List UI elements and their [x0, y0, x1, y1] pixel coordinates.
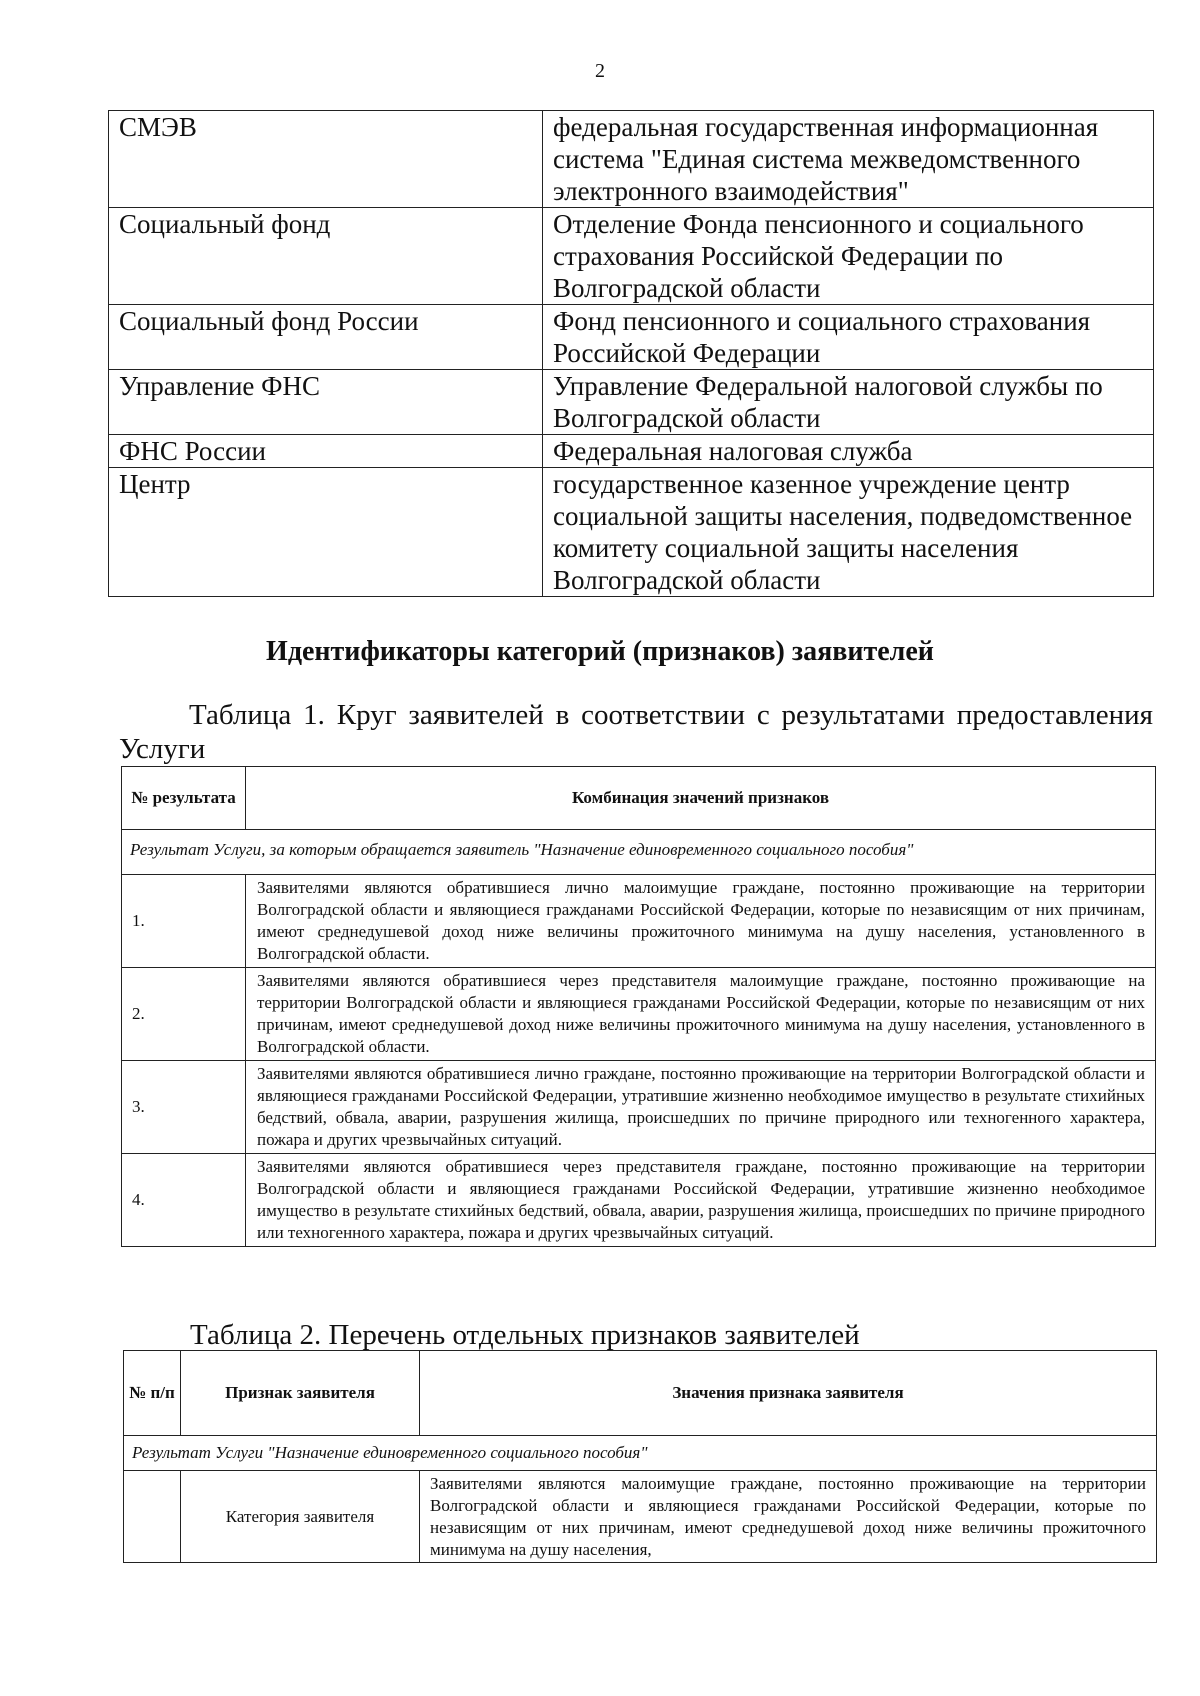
combination-text: Заявителями являются обратившиеся через представителя граждане, постоянно проживающие на территории Волгоградской области и являющиеся гражданами Российской Федерации, утратившие жизненно необходимое имущество в результате стихийных бедствий, обвала, аварии, разрушения жилища, происшедших по причине природного или техногенного характера, пожара и других чрезвычайных ситуаций. — [246, 1154, 1156, 1247]
header-combination: Комбинация значений признаков — [246, 767, 1156, 830]
table-section-row — [122, 830, 1156, 875]
table-row — [122, 1154, 1156, 1247]
combination-text: Заявителями являются обратившиеся лично граждане, постоянно проживающие на территории Волгоградской области и являющиеся гражданами Российской Федерации, утратившие жизненно необходимое имущество в результате стихийных бедствий, обвала, аварии, разрушения жилища, происшедших по причине природного или техногенного характера, пожара и других чрезвычайных ситуаций. — [246, 1061, 1156, 1154]
table1-caption: Таблица 1. Круг заявителей в соответствии с результатами предоставления Услуги — [119, 699, 1153, 765]
table-row — [124, 1471, 1157, 1563]
abbreviation-definition: Управление Федеральной налоговой службы по Волгоградской области — [543, 370, 1154, 435]
table-row — [122, 875, 1156, 968]
abbreviation-definition: федеральная государственная информационная система "Единая система межведомственного электронного взаимодействия" — [543, 111, 1154, 208]
abbreviation-row — [109, 435, 1154, 468]
applicant-features-table — [123, 1350, 1157, 1563]
result-number: 2. — [122, 968, 246, 1061]
header-values: Значения признака заявителя — [420, 1351, 1157, 1436]
table2-caption: Таблица 2. Перечень отдельных признаков заявителей — [190, 1319, 860, 1351]
abbreviation-term: Социальный фонд — [109, 208, 543, 305]
item-number — [124, 1471, 181, 1563]
feature-name: Категория заявителя — [181, 1471, 420, 1563]
result-section-label: Результат Услуги "Назначение единовременного социального пособия" — [124, 1436, 1157, 1471]
abbreviation-row — [109, 370, 1154, 435]
page-number: 2 — [595, 60, 605, 82]
abbreviation-term: Социальный фонд России — [109, 305, 543, 370]
feature-value: Заявителями являются малоимущие граждане, постоянно проживающие на территории Волгоградской области и являющиеся гражданами Российской Федерации, которые по независящим от них причинам, имеют среднедушевой доход ниже величины прожиточного минимума на душу населения, — [420, 1471, 1157, 1563]
result-number: 3. — [122, 1061, 246, 1154]
abbreviation-definition: Фонд пенсионного и социального страхования Российской Федерации — [543, 305, 1154, 370]
header-item-number: № п/п — [124, 1351, 181, 1436]
table-row — [122, 1061, 1156, 1154]
abbreviation-row — [109, 208, 1154, 305]
result-number: 1. — [122, 875, 246, 968]
result-section-label: Результат Услуги, за которым обращается заявитель "Назначение единовременного социального пособия" — [122, 830, 1156, 875]
abbreviation-term: Управление ФНС — [109, 370, 543, 435]
table-header-row — [122, 767, 1156, 830]
abbreviation-term: ФНС России — [109, 435, 543, 468]
table-row — [122, 968, 1156, 1061]
header-result-number: № результата — [122, 767, 246, 830]
result-number: 4. — [122, 1154, 246, 1247]
abbreviation-definition: Федеральная налоговая служба — [543, 435, 1154, 468]
abbreviation-row — [109, 468, 1154, 597]
table-section-row — [124, 1436, 1157, 1471]
table-header-row — [124, 1351, 1157, 1436]
abbreviation-term: Центр — [109, 468, 543, 597]
applicants-results-table — [121, 766, 1156, 1247]
abbreviation-term: СМЭВ — [109, 111, 543, 208]
abbreviation-row — [109, 305, 1154, 370]
section-title: Идентификаторы категорий (признаков) заявителей — [266, 636, 934, 667]
abbreviation-definition: государственное казенное учреждение центр социальной защиты населения, подведомственное комитету социальной защиты населения Волгоградской области — [543, 468, 1154, 597]
combination-text: Заявителями являются обратившиеся через представителя малоимущие граждане, постоянно проживающие на территории Волгоградской области и являющиеся гражданами Российской Федерации, которые по независящим от них причинам, имеют среднедушевой доход ниже величины прожиточного минимума на душу населения, установленного в Волгоградской области. — [246, 968, 1156, 1061]
abbreviations-table — [108, 110, 1154, 597]
header-feature: Признак заявителя — [181, 1351, 420, 1436]
abbreviation-definition: Отделение Фонда пенсионного и социального страхования Российской Федерации по Волгоградской области — [543, 208, 1154, 305]
abbreviation-row — [109, 111, 1154, 208]
combination-text: Заявителями являются обратившиеся лично малоимущие граждане, постоянно проживающие на территории Волгоградской области и являющиеся гражданами Российской Федерации, которые по независящим от них причинам, имеют среднедушевой доход ниже величины прожиточного минимума на душу населения, установленного в Волгоградской области. — [246, 875, 1156, 968]
